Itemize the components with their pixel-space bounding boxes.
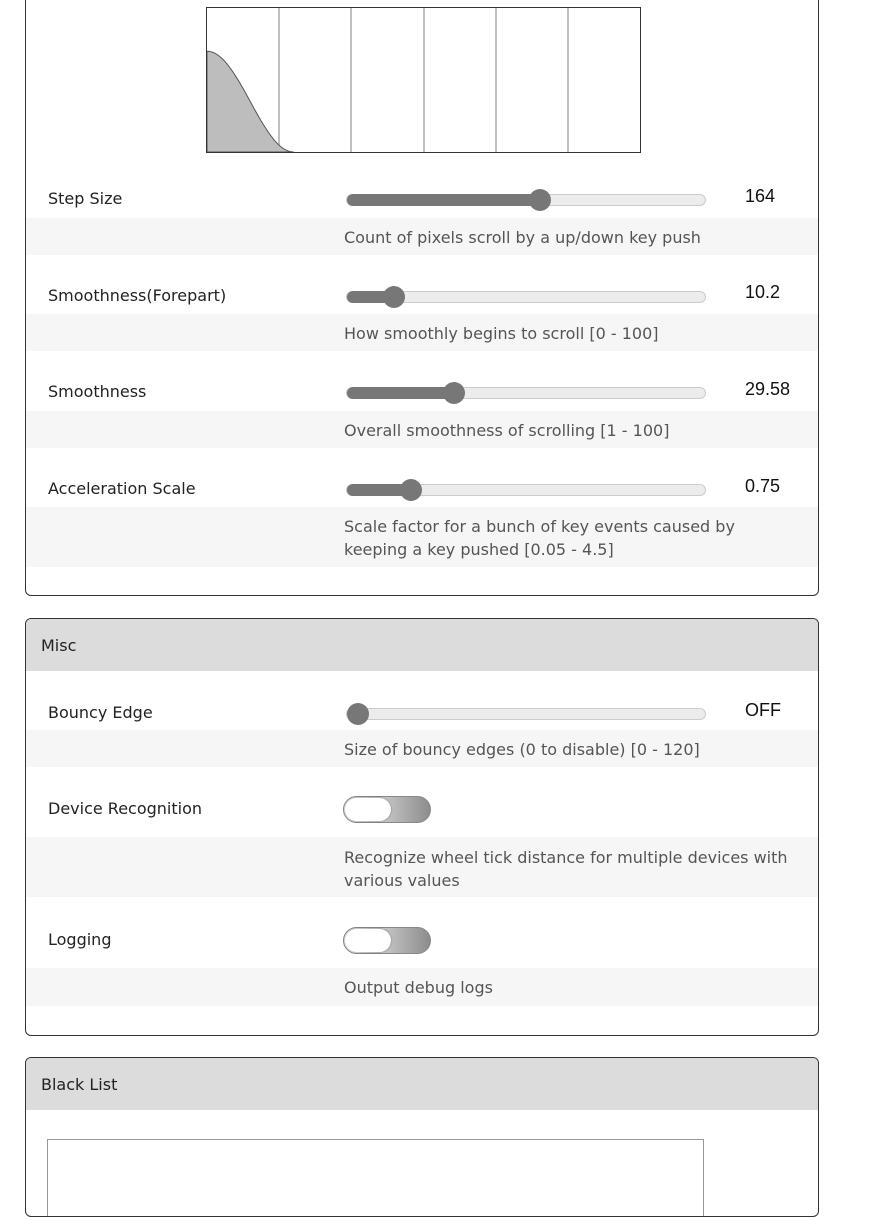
logging-description: Output debug logs — [26, 968, 818, 1006]
scroll-curve-graph — [206, 7, 641, 153]
smoothness-forepart-slider-thumb[interactable] — [383, 286, 405, 308]
smoothness-value: 29.58 — [745, 379, 791, 399]
device-recognition-label: Device Recognition — [48, 799, 203, 818]
acceleration-scale-description: Scale factor for a bunch of key events caused by keeping a key pushed [0.05 - 4.5] — [26, 507, 818, 567]
smoothness-slider-thumb[interactable] — [443, 382, 465, 404]
smoothness-forepart-value: 10.2 — [745, 282, 781, 302]
logging-label: Logging — [48, 930, 112, 949]
device-recognition-toggle[interactable] — [343, 796, 431, 823]
step-size-slider-thumb[interactable] — [529, 189, 551, 211]
scroll-curve-area — [207, 51, 294, 152]
black-list-textarea[interactable] — [47, 1139, 704, 1217]
step-size-slider[interactable] — [346, 194, 706, 206]
black-list-panel — [25, 1057, 819, 1217]
bouncy-edge-value: OFF — [745, 700, 781, 720]
acceleration-scale-slider[interactable] — [346, 484, 706, 496]
logging-toggle[interactable] — [343, 927, 431, 954]
acceleration-scale-slider-thumb[interactable] — [400, 479, 422, 501]
black-list-title: Black List — [41, 1074, 118, 1094]
step-size-value: 164 — [745, 186, 776, 206]
step-size-slider-fill — [347, 194, 540, 206]
smoothness-label: Smoothness — [48, 382, 147, 401]
device-recognition-toggle-knob — [345, 798, 391, 821]
smoothness-slider-fill — [347, 387, 454, 399]
misc-title: Misc — [41, 635, 77, 655]
acceleration-scale-label: Acceleration Scale — [48, 479, 196, 498]
bouncy-edge-label: Bouncy Edge — [48, 703, 153, 722]
smoothness-forepart-label: Smoothness(Forepart) — [48, 286, 227, 305]
smoothness-forepart-description: How smoothly begins to scroll [0 - 100] — [26, 314, 818, 351]
device-recognition-description: Recognize wheel tick distance for multiple devices with various values — [26, 837, 818, 897]
acceleration-scale-value: 0.75 — [745, 476, 781, 496]
logging-toggle-knob — [345, 929, 391, 952]
scroll-curve-svg — [207, 8, 640, 152]
step-size-label: Step Size — [48, 189, 123, 208]
bouncy-edge-description: Size of bouncy edges (0 to disable) [0 - 120] — [26, 730, 818, 767]
black-list-header — [26, 1058, 818, 1110]
bouncy-edge-slider[interactable] — [346, 708, 706, 720]
smoothness-forepart-slider[interactable] — [346, 291, 706, 303]
bouncy-edge-slider-thumb[interactable] — [347, 703, 369, 725]
misc-settings-panel — [25, 618, 819, 1036]
smoothness-description: Overall smoothness of scrolling [1 - 100] — [26, 411, 818, 448]
misc-header — [26, 619, 818, 671]
smoothness-slider[interactable] — [346, 387, 706, 399]
keyboard-settings-panel — [25, 0, 819, 596]
step-size-description: Count of pixels scroll by a up/down key push — [26, 218, 818, 255]
